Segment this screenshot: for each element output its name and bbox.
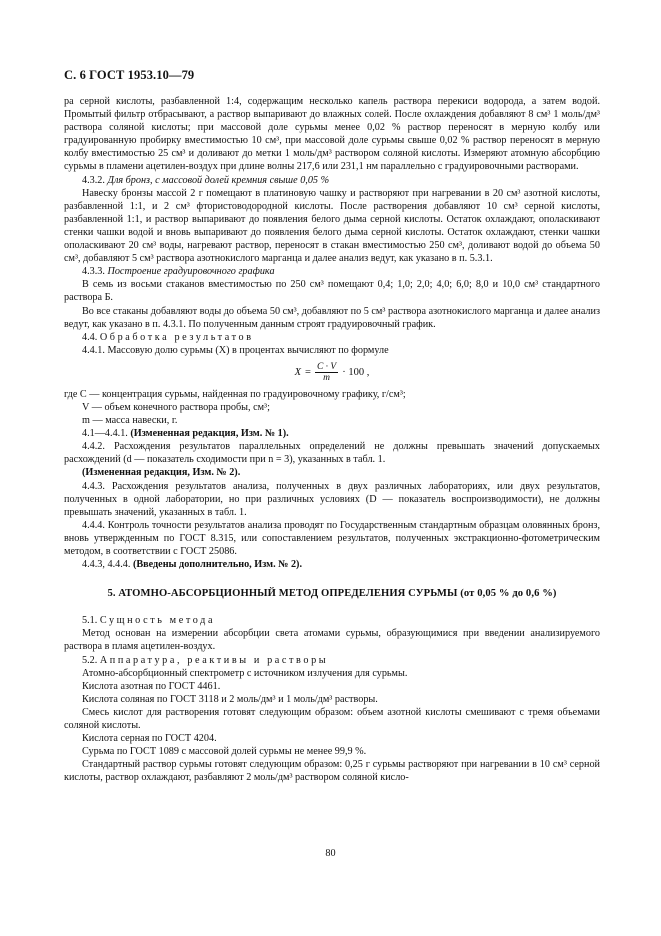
section-title: Для бронз, с массовой долей кремния свыше 0,05 % xyxy=(107,174,330,186)
paragraph: В семь из восьми стаканов вместимостью по 250 см³ помещают 0,4; 1,0; 2,0; 4,0; 6,0; 8,0 и 10,0 см³ стандартного раствора Б. xyxy=(64,279,600,304)
formula-numerator: C · V xyxy=(316,361,337,372)
paragraph: ра серной кислоты, разбавленной 1:4, содержащим несколько капель раствора перекиси водорода, а затем водой. Промытый фильтр отбрасывают, а раствор выпаривают до влажных солей. После охлаждения добавляют 8 см³ 1 моль/дм³ раствора соляной кислоты; при массовой доле сурьмы менее 0,02 % раствор переносят в мерную колбу или градуированную пробирку вместимостью 10 см³, при массовой доле сурьмы свыше 0,02 % раствор переносят в мерную колбу вместимостью 25 см³ и доливают до метки 1 моль/дм³ раствором соляной кислоты. Измеряют атомную абсорбцию сурьмы в пламени ацетилен-воздух при длине волны 217,6 или 231,1 нм параллельно с градуировочными растворами. xyxy=(64,96,600,173)
reagent-item: Кислота серная по ГОСТ 4204. xyxy=(82,733,217,745)
paragraph: 4.4.2. Расхождения результатов параллельных определений не должны превышать значений допускаемых расхождений (d — показатель сходимости при n = 3), указанных в табл. 1. xyxy=(64,441,600,466)
formula-equals: = xyxy=(305,366,311,378)
formula-fraction xyxy=(315,362,338,383)
subsection-4-3-3 xyxy=(64,265,600,278)
section-number: 5.2. xyxy=(82,654,100,666)
reagent-item: Атомно-абсорбционный спектрометр с источником излучения для сурьмы. xyxy=(82,667,408,679)
subsection-4-3-2 xyxy=(64,174,600,187)
section-number: 4.4. xyxy=(82,331,100,343)
reagent-item: Кислота азотная по ГОСТ 4461. xyxy=(82,680,221,692)
reagent-item: Сурьма по ГОСТ 1089 с массовой долей сурьмы не менее 99,9 %. xyxy=(82,746,367,758)
subsection-5-1 xyxy=(64,614,600,627)
paragraph: Метод основан на измерении абсорбции света атомами сурьмы, образующимися при введении анализируемого раствора в пламя ацетилен-воздух. xyxy=(64,628,600,653)
definition-line: m — масса навески, г. xyxy=(82,415,178,427)
edit-note-ref: 4.4.3, 4.4.4. xyxy=(82,559,133,571)
definition-line: где C — концентрация сурьмы, найденная по градуировочному графику, г/см³; xyxy=(64,388,406,400)
section-5-heading: 5. АТОМНО-АБСОРБЦИОННЫЙ МЕТОД ОПРЕДЕЛЕНИЯ СУРЬМЫ (от 0,05 % до 0,6 %) xyxy=(107,588,557,600)
edit-note-text: (Измененная редакция, Изм. № 1). xyxy=(130,428,289,440)
document-body xyxy=(64,95,600,785)
section-title: Построение градуировочного графика xyxy=(107,266,275,278)
paragraph: 4.4.3. Расхождения результатов анализа, полученных в двух различных лабораториях, или двух результатов, полученных в одной лаборатории, но при различных условиях (D — показатель воспроизводимости), не должны превышать значений, указанных в табл. 1. xyxy=(64,480,600,518)
subsection-4-4 xyxy=(64,331,600,344)
section-title: Сущность метода xyxy=(99,615,216,627)
formula-tail: · 100 , xyxy=(342,366,370,378)
formula-denominator: m xyxy=(323,372,331,383)
edit-note-ref: 4.1—4.4.1. xyxy=(82,428,131,440)
paragraph: 4.4.1. Массовую долю сурьмы (X) в процентах вычисляют по формуле xyxy=(82,344,389,356)
paragraph: 4.4.4. Контроль точности результатов анализа проводят по Государственным стандартным образцам оловянных бронз, вновь утвержденным по ГОСТ 8.315, или сопоставлением результатов, полученных экстракционно-фотометрическим методом, в соответствии с ГОСТ 25086. xyxy=(64,519,600,557)
formula-lhs: X xyxy=(294,366,302,378)
paragraph: Навеску бронзы массой 2 г помещают в платиновую чашку и растворяют при нагревании в 20 см³ азотной кислоты, разбавленной 1:1, и 2 см³ фтористоводородной кислоты. После растворения добавляют 10 см³ серной кислоты, разбавленной 1:1, и раствор выпаривают до появления белого дыма серной кислоты. Остаток охлаждают, ополаскивают стенки чашки водой и вновь выпаривают до появления белого дыма серной кислоты. Остаток охлаждают, стенки чашки ополаскивают 20 см³ воды, нагревают раствор, переносят в стакан вместимостью 250 см³, доливают водой до объема 50 см³, добавляют 5 см³ раствора азотнокислого марганца и далее анализ ведут, как указано в п. 5.3.1. xyxy=(64,187,600,265)
reagent-item: Смесь кислот для растворения готовят следующим образом: объем азотной кислоты смешивают с тремя объемами соляной кислоты. xyxy=(64,706,600,732)
section-title: Обработка результатов xyxy=(99,331,254,343)
definition-line: V — объем конечного раствора пробы, см³; xyxy=(82,401,270,413)
section-number: 4.3.2. xyxy=(82,174,108,186)
section-number: 4.3.3. xyxy=(82,266,108,278)
page-number: 80 xyxy=(325,848,336,859)
page-header: С. 6 ГОСТ 1953.10—79 xyxy=(64,68,195,82)
section-title: Аппаратура, реактивы и растворы xyxy=(99,654,329,666)
edit-note: (Измененная редакция, Изм. № 2). xyxy=(82,467,241,479)
edit-note xyxy=(64,558,600,571)
edit-note-text: (Введены дополнительно, Изм. № 2). xyxy=(132,559,303,571)
reagent-item: Кислота соляная по ГОСТ 3118 и 2 моль/дм³ и 1 моль/дм³ растворы. xyxy=(82,693,378,705)
formula xyxy=(64,362,600,384)
reagent-item: Стандартный раствор сурьмы готовят следующим образом: 0,25 г сурьмы растворяют при нагревании в 10 см³ серной кислоты, раствор охлаждают, разбавляют 2 моль/дм³ раствором соляной кисло- xyxy=(64,759,600,784)
section-number: 5.1. xyxy=(82,615,100,627)
paragraph: Во все стаканы добавляют воды до объема 50 см³, добавляют по 5 см³ раствора азотнокислого марганца и далее анализ ведут, как указано в п. 4.3.1. По полученным данным строят градуировочный график. xyxy=(64,305,600,330)
edit-note xyxy=(64,427,600,440)
subsection-5-2 xyxy=(64,654,600,667)
